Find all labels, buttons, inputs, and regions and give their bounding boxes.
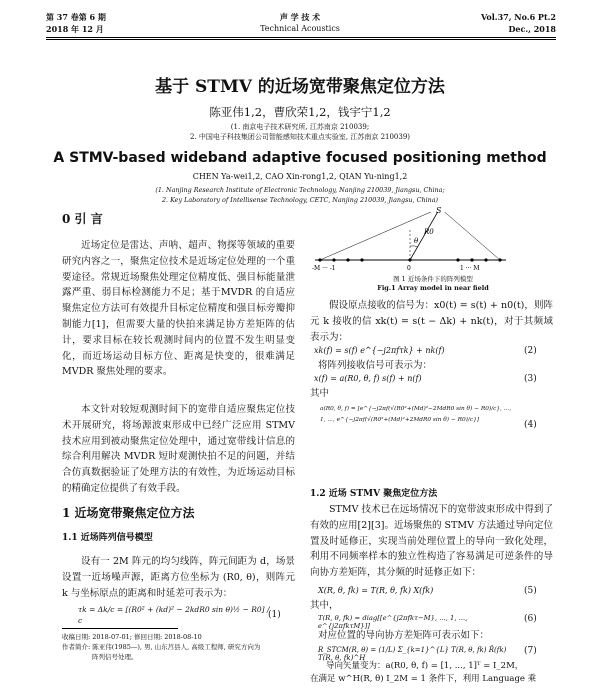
authors-cn: 陈亚伟1,2，曹欣荣1,2，钱宇宁1,2 xyxy=(209,105,391,119)
equation-4: a(R0, θ, f) = [e^{−j2πf(√(R0²+(Md)²−2MdR0 sin θ) − R0)/c}, ..., 1, ..., e^{−j2πf(√(R0²+(Md)²+2MdR0 sin θ) − R0)/c}] xyxy=(320,406,512,423)
header-rule xyxy=(46,37,556,38)
left-index-label: -M ··· -1 xyxy=(312,265,336,272)
footnote-rule xyxy=(62,628,178,629)
equation-5-number: (5) xyxy=(524,586,537,596)
intro-paragraph-2: 本文针对较短观测时间下的宽带自适应聚焦定位技术开展研究，将场源波束形成中已经广泛应用 STMV 技术应用到被动聚焦定位处理中，通过宽带线计信息的综合利用解决 MVDR 短时观测快拍不足的问题，并结合仿真数据验证了处理方法的有效性，为近场运动目标的精确定位提供了有效手段。 xyxy=(62,404,295,494)
figure-caption-en: Fig.1 Array model in near field xyxy=(377,284,489,292)
date-en: Dec., 2018 xyxy=(508,24,556,34)
volume-cn: 第 37 卷第 6 期 xyxy=(46,12,106,22)
equation-7: R_STCM(R, θ) = (1/L) Σ_{k=1}^{L} T(R, θ, fk) R̂(fk) T(R, θ, fk)^H xyxy=(318,646,507,662)
date-cn: 2018 年 12 月 xyxy=(46,24,104,34)
r0-label: R0 xyxy=(424,228,434,236)
journal-name-cn: 声 学 技 术 xyxy=(279,12,321,22)
equation-4-number: (4) xyxy=(524,420,537,430)
equation-1: τk = Δk/c = [(R0² + (kd)² − 2kdR0 sin θ)½ − R0] / c xyxy=(78,605,270,625)
theta-label: θ xyxy=(414,237,419,245)
where-text: 其中 xyxy=(310,388,330,399)
title-en: A STMV-based wideband adaptive focused positioning method xyxy=(53,150,547,166)
journal-name-en: Technical Acoustics xyxy=(260,24,340,33)
section-0-title: 0 引 言 xyxy=(62,212,103,226)
affiliation-en-1: (1. Nanjing Research Institute of Electronic Technology, Nanjing 210039, Jiangsu, China; xyxy=(155,186,445,194)
theta-arc xyxy=(410,246,418,247)
authors-en: CHEN Ya-wei1,2, CAO Xin-rong1,2, QIAN Yu-ning1,2 xyxy=(192,172,408,181)
equation-3: x(f) = a(R0, θ, f) s(f) + n(f) xyxy=(314,374,422,383)
subsection-1-1-title: 1.1 近场阵列信号模型 xyxy=(62,533,153,543)
volume-en: Vol.37, No.6 Pt.2 xyxy=(480,12,556,22)
constraint-text: 在满足 w^H(R, θ) I_2M = 1 条件下，利用 Language 乘 xyxy=(310,674,537,684)
source-ray-right xyxy=(440,212,500,260)
source-label: S xyxy=(436,206,442,215)
array-signal-text: 将阵列接收信号可表示为： xyxy=(318,360,433,371)
section-1-paragraph: 设有一 2M 阵元的均匀线阵，阵元间距为 d，场景设置一近场噪声源，距离方位坐标为 (R0, θ)，则阵元 k 与坐标原点的距离和时延差可表示为： xyxy=(62,556,295,599)
equation-6: T(R, θ, fk) = diag[[e^{j2πfkτ−M}, ..., 1, ..., e^{j2πfkτM}]] xyxy=(318,614,468,630)
stmv-paragraph: STMV 技术已在远场情况下的宽带波束形成中得到了有效的应用[2][3]。近场聚焦的 STMV 方法通过导向定位置及时延修正，实现当前处理位置上的导向一致化处理，利用不同频率样本的独立性构造了容易满足可逆条件的导向协方差矩阵，其分频的时延修正如下： xyxy=(310,504,553,579)
equation-3-number: (3) xyxy=(524,374,537,384)
affiliation-cn-1: (1. 南京电子技术研究所, 江苏南京 210039; xyxy=(230,123,370,131)
array-model-figure xyxy=(310,212,556,272)
where-text-2: 其中， xyxy=(310,600,339,611)
equation-5: X(R, θ, fk) = T(R, θ, fk) X(fk) xyxy=(318,586,434,595)
source-ray-left xyxy=(320,212,440,260)
footnote-received: 收稿日期: 2018-07-01; 修回日期: 2018-08-10 xyxy=(62,633,202,641)
subsection-1-2-title: 1.2 近场 STMV 聚焦定位方法 xyxy=(310,489,438,499)
origin-label: 0 xyxy=(407,265,411,272)
right-index-label: 1 ··· M xyxy=(460,265,480,272)
equation-1-number: (1) xyxy=(268,610,281,620)
footnote-author: 作者简介: 陈亚伟(1985—), 男, 山东莒县人, 高级工程师, 研究方向为 xyxy=(62,643,261,651)
equation-7-number: (7) xyxy=(524,646,537,656)
footnote-author-cont: 阵列信号处理。 xyxy=(92,653,138,661)
header-rule-2 xyxy=(46,39,556,40)
equation-6-number: (6) xyxy=(524,614,537,624)
section-1-title: 1 近场宽带聚焦定位方法 xyxy=(62,506,195,520)
covariance-text: 对应位置的导向协方差矩阵可表示如下： xyxy=(318,630,490,641)
affiliation-cn-2: 2. 中国电子科技集团公司智能感知技术重点实验室, 江苏南京 210039) xyxy=(189,133,411,141)
equation-2: xk(f) = s(f) e^{−j2πfτk} + nk(f) xyxy=(314,346,445,355)
signal-model-paragraph: 假设原点接收的信号为：x0(t) = s(t) + n0(t)，则阵元 k 接收的信 xk(t) = s(t − Δk) + nk(t)，对于其频域表示为： xyxy=(310,300,553,343)
title-cn: 基于 STMV 的近场宽带聚焦定位方法 xyxy=(155,77,445,97)
steering-vector-text: 导向矢量变为：a(R0, θ, f) = [1, ..., 1]ᵀ = I_2M， xyxy=(326,661,524,671)
intro-paragraph-1: 近场定位是雷达、声呐、超声、物探等领域的重要研究内容之一，聚焦定位技术是近场定位处理的一个重要途径。常规近场聚焦处理定位精度低、强目标能量泄露严重、弱目标检测能力不足；基于MVDR 的自适应聚焦定位方法可有效提升目标定位精度和强目标旁瓣抑制能力[1]，但需要大量的快拍来满足协方差矩阵的估计，要求目标在较长观测时间内的位置不发生明显变化，而近场运动目标方位、距离是快变的，很难满足 MVDR 聚焦处理的要求。 xyxy=(62,240,295,378)
figure-caption-cn: 图 1 近场条件下的阵列模型 xyxy=(393,275,473,283)
affiliation-en-2: 2. Key Laboratory of Intellisense Technology, CETC, Nanjing 210039, Jiangsu, China) xyxy=(161,196,439,204)
equation-2-number: (2) xyxy=(524,346,537,356)
